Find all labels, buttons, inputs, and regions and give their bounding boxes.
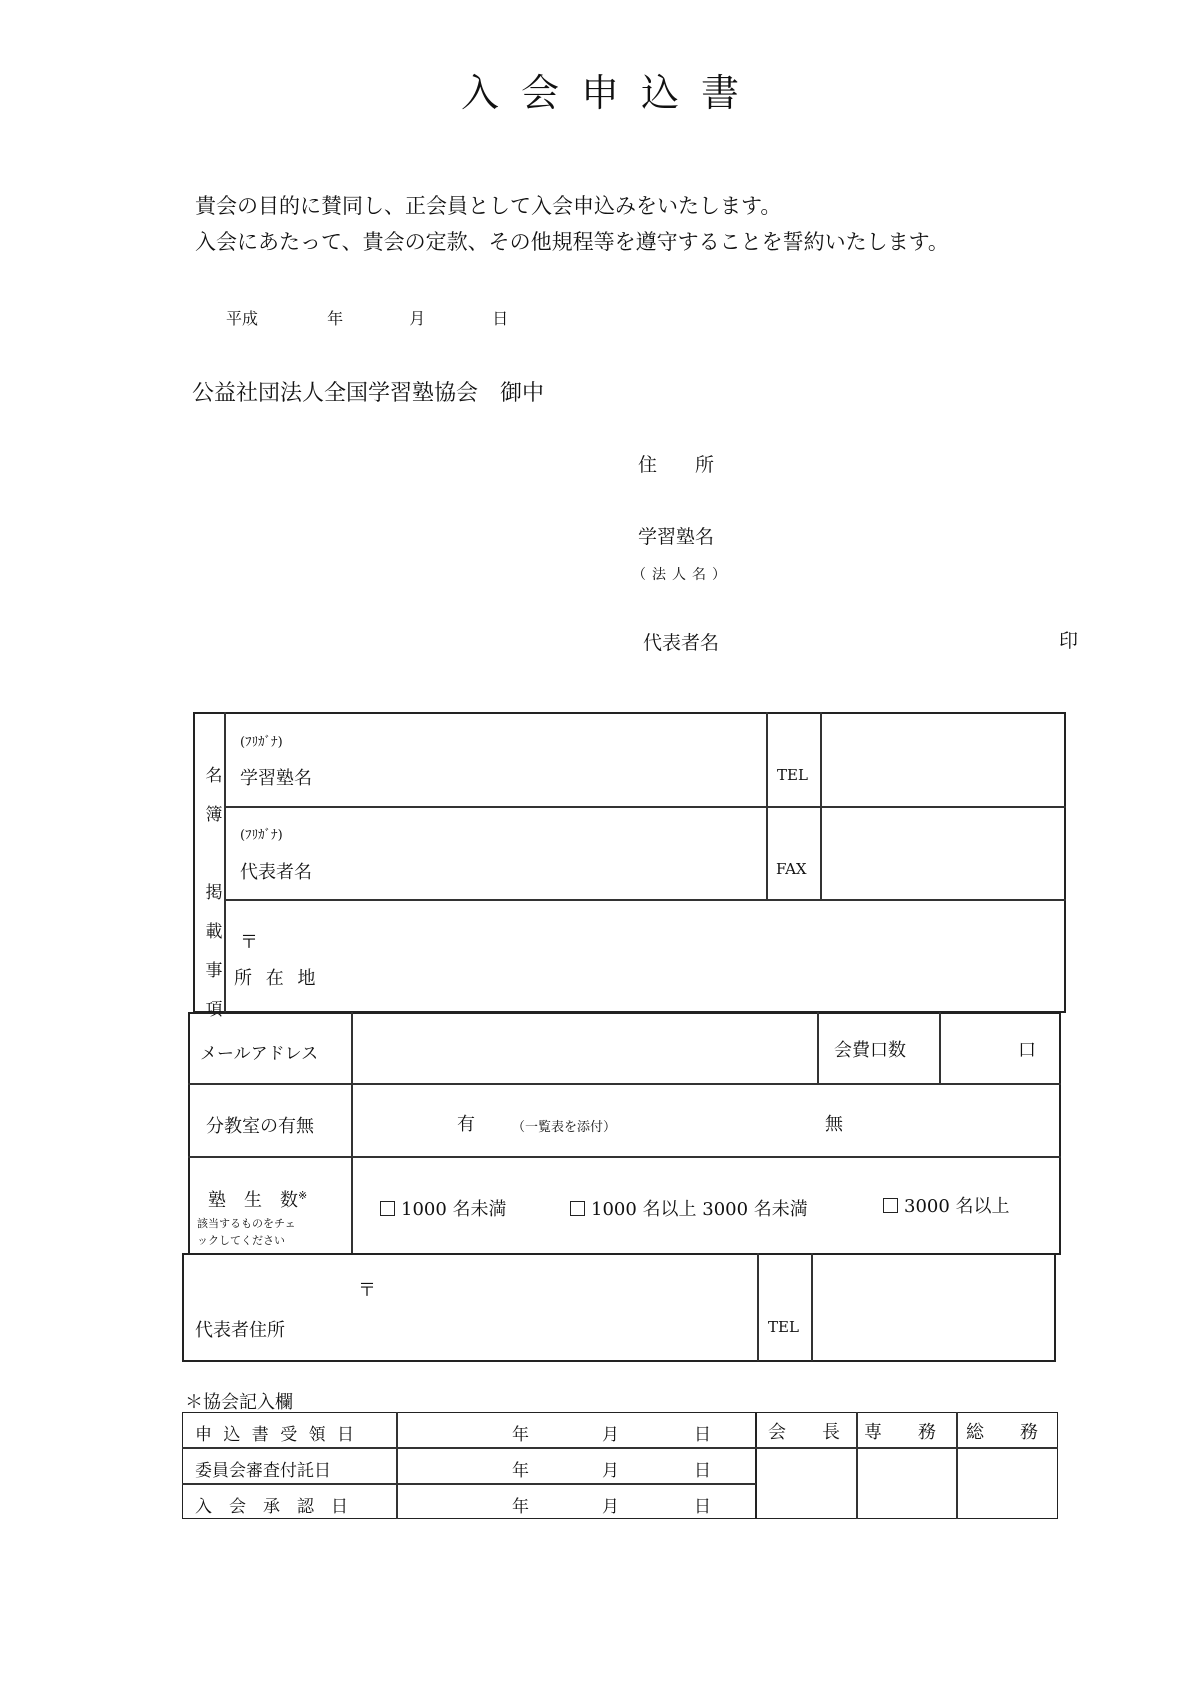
directory-fax-label: FAX	[776, 860, 807, 878]
students-option-under-1000[interactable]: 1000 名未満	[380, 1195, 507, 1221]
pledge-text	[195, 188, 949, 260]
fee-units-unit[interactable]: 口	[1018, 1040, 1036, 1061]
fee-units-label: 会費口数	[834, 1040, 906, 1061]
date-era: 平成	[226, 309, 259, 328]
received-date-day[interactable]: 日	[694, 1425, 711, 1445]
pledge-line-2: 入会にあたって、貴会の定款、その他規程等を遵守することを誓約いたします。	[195, 230, 949, 254]
school-furigana-label: (ﾌﾘｶﾞﾅ)	[240, 735, 283, 750]
addressee: 公益社団法人全国学習塾協会 御中	[192, 381, 545, 406]
directory-tel-field[interactable]	[824, 716, 1062, 802]
date-year[interactable]: 年	[327, 309, 344, 328]
applicant-address-label[interactable]: 住 所	[638, 454, 715, 476]
branch-yes-note: （一覧表を添付）	[512, 1120, 617, 1135]
checkbox-icon[interactable]	[883, 1198, 898, 1213]
stamp-general-affairs-label: 総 務	[966, 1422, 1038, 1443]
stamp-director-box[interactable]	[859, 1450, 955, 1517]
school-name-label[interactable]: 学習塾名	[240, 768, 312, 789]
directory-vertical-label: 名 簿 掲 載 事 項	[205, 766, 223, 1020]
students-note-line-1: 該当するものをチェ	[197, 1217, 296, 1230]
checkbox-icon[interactable]	[570, 1201, 585, 1216]
location-postal-mark: 〒	[240, 932, 258, 953]
rep-address-tel-label: TEL	[768, 1318, 799, 1336]
stamp-president-label: 会 長	[768, 1422, 840, 1443]
checkbox-icon[interactable]	[380, 1201, 395, 1216]
email-label: メールアドレス	[200, 1044, 319, 1064]
students-option-over-3000[interactable]: 3000 名以上	[883, 1192, 1010, 1218]
stamp-director-label: 専 務	[864, 1422, 936, 1443]
received-date-year[interactable]: 年	[512, 1425, 529, 1445]
applicant-corp-label: （法人名）	[632, 567, 732, 583]
office-use-heading: ＊協会記入欄	[185, 1392, 293, 1413]
branch-no-option[interactable]: 無	[825, 1114, 843, 1135]
seal-mark: 印	[1059, 630, 1079, 652]
committee-referral-label: 委員会審査付託日	[195, 1461, 331, 1481]
date-day[interactable]: 日	[492, 309, 509, 328]
approval-date-day[interactable]: 日	[694, 1497, 711, 1517]
students-label: 塾 生 数※	[208, 1189, 308, 1211]
received-date-label: 申 込 書 受 領 日	[195, 1425, 358, 1445]
committee-referral-day[interactable]: 日	[694, 1461, 711, 1481]
students-option-1000-3000[interactable]: 1000 名以上 3000 名未満	[570, 1195, 808, 1221]
applicant-school-label[interactable]: 学習塾名	[638, 526, 715, 548]
rep-furigana-label: (ﾌﾘｶﾞﾅ)	[240, 828, 283, 843]
applicant-rep-label[interactable]: 代表者名	[643, 632, 720, 654]
rep-address-label[interactable]: 代表者住所	[195, 1320, 285, 1341]
stamp-general-affairs-box[interactable]	[959, 1450, 1056, 1517]
received-date-month[interactable]: 月	[602, 1425, 619, 1445]
approval-date-month[interactable]: 月	[602, 1497, 619, 1517]
students-note-line-2: ックしてください	[197, 1234, 285, 1247]
pledge-line-1: 貴会の目的に賛同し、正会員として入会申込みをいたします。	[195, 194, 782, 218]
rep-name-label[interactable]: 代表者名	[240, 862, 312, 883]
email-field[interactable]	[355, 1016, 813, 1080]
committee-referral-year[interactable]: 年	[512, 1461, 529, 1481]
stamp-president-box[interactable]	[758, 1450, 855, 1517]
rep-address-tel-field[interactable]	[815, 1257, 1052, 1357]
location-label[interactable]: 所 在 地	[234, 968, 320, 989]
rep-address-postal-mark: 〒	[358, 1280, 376, 1301]
branch-label: 分教室の有無	[206, 1116, 314, 1137]
directory-tel-label: TEL	[777, 766, 808, 784]
approval-date-year[interactable]: 年	[512, 1497, 529, 1517]
directory-fax-field[interactable]	[824, 810, 1062, 896]
application-date	[226, 306, 508, 329]
branch-yes-option[interactable]: 有	[457, 1114, 475, 1135]
date-month[interactable]: 月	[409, 309, 426, 328]
approval-date-label: 入 会 承 認 日	[195, 1497, 348, 1517]
committee-referral-month[interactable]: 月	[602, 1461, 619, 1481]
form-title: 入会申込書	[460, 71, 761, 115]
